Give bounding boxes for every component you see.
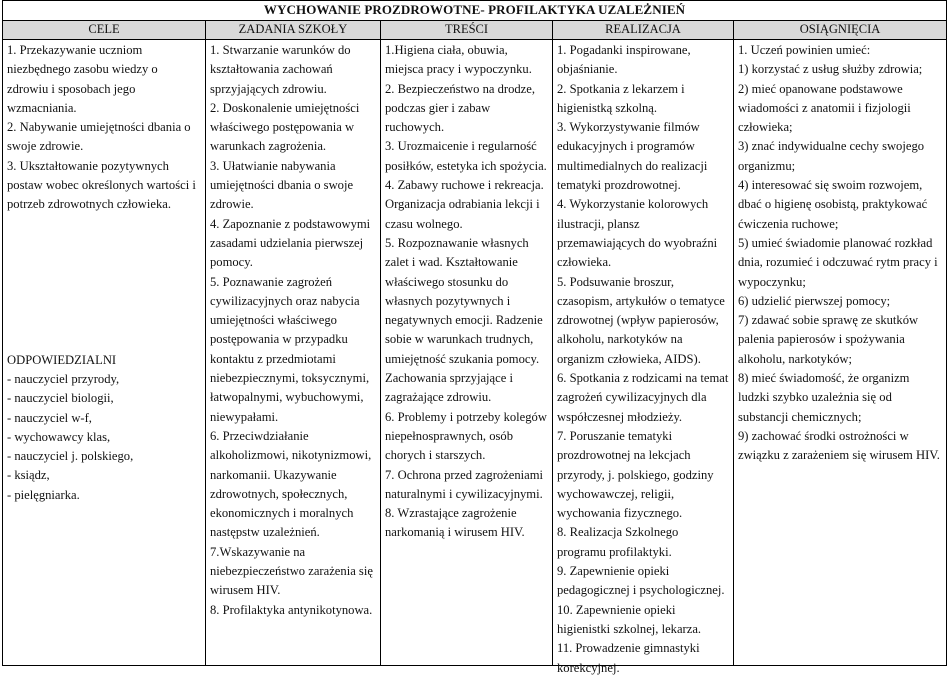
list-item: 3. Wykorzystywanie filmów edukacyjnych i programów multimedialnych do realizacji tematyki prozdrowotnej. xyxy=(557,120,708,193)
spacer xyxy=(7,215,201,351)
list-item: 9) zachować środki ostrożności w związku z zarażeniem się wirusem HIV. xyxy=(738,428,940,463)
list-item: 3. Ułatwianie nabywania umiejętności dbania o swoje zdrowie. xyxy=(210,158,354,212)
content-row xyxy=(3,40,947,666)
list-item: 9. Zapewnienie opieki pedagogicznej i psychologicznej. xyxy=(557,564,725,598)
list-item: 1.Higiena ciała, obuwia, miejsca pracy i wypoczynku. xyxy=(385,43,532,77)
list-item: 4. Zapoznanie z podstawowymi zasadami udzielania pierwszej pomocy. xyxy=(210,216,371,270)
table-title: WYCHOWANIE PROZDROWOTNE- PROFILAKTYKA UZALEŻNIEŃ xyxy=(3,1,947,21)
list-item: 2. Spotkania z lekarzem i higienistką szkolną. xyxy=(557,81,685,115)
responsible-item: - nauczyciel przyrody, xyxy=(7,371,120,386)
list-item: 7. Ochrona przed zagrożeniami naturalnymi i cywilizacyjnymi. xyxy=(385,467,544,501)
list-item: 4. Wykorzystanie kolorowych ilustracji, plansz przemawiających do wyobraźni człowieka. xyxy=(557,197,718,270)
list-item: 7. Poruszanie tematyki prozdrowotnej na lekcjach przyrody, j. polskiego, godziny wychowawczej, religii, wychowania fizycznego. xyxy=(557,428,714,521)
list-item: 2. Bezpieczeństwo na drodze, podczas gier i zabaw ruchowych. xyxy=(385,81,536,135)
list-item: 6. Spotkania z rodzicami na temat zagrożeń cywilizacyjnych dla współczesnej młodzieży. xyxy=(557,371,729,424)
list-item: 5. Rozpoznawanie własnych zalet i wad. Kształtowanie właściwego stosunku do własnych pozytywnych i negatywnych emocji. Radzenie sobie w warunkach trudnych, umiejętność szukania pomocy. Zachowania sprzyjające i zagrażające zdrowiu. xyxy=(385,235,543,405)
column-header-osiagniecia: OSIĄGNIĘCIA xyxy=(734,21,947,40)
column-header-realizacja: REALIZACJA xyxy=(553,21,734,40)
curriculum-table xyxy=(2,0,947,675)
list-item: 8. Wzrastające zagrożenie narkomanią i wirusem HIV. xyxy=(385,506,525,540)
list-item: 8. Realizacja Szkolnego programu profilaktyki. xyxy=(557,525,679,559)
list-item: 4) interesować się swoim rozwojem, dbać o higienę osobistą, praktykować ćwiczenia ruchowe; xyxy=(738,178,928,231)
zadania-cell xyxy=(206,40,381,666)
responsible-item: - ksiądz, xyxy=(7,468,50,483)
column-header-tresci: TREŚCI xyxy=(381,21,553,40)
list-item: 6. Przeciwdziałanie alkoholizmowi, nikotynizmowi, narkomanii. Ukazywanie zdrowotnych, społecznych, ekonomicznych i moralnych następstw uzależnień. xyxy=(210,428,372,540)
list-item: 10. Zapewnienie opieki higienistki szkolnej, lekarza. xyxy=(557,602,702,636)
list-item: 6. Problemy i potrzeby kolegów niepełnosprawnych, osób chorych i starszych. xyxy=(385,409,547,463)
responsible-heading: ODPOWIEDZIALNI xyxy=(7,352,117,367)
list-item: 2. Doskonalenie umiejętności właściwego postępowania w warunkach zagrożenia. xyxy=(210,100,360,154)
title-row xyxy=(3,1,947,21)
list-item: 1) korzystać z usług służby zdrowia; xyxy=(738,62,923,77)
list-item: 1. Przekazywanie uczniom niezbędnego zasobu wiedzy o zdrowiu i sposobach jego wzmacniania. xyxy=(7,43,158,115)
tresci-cell xyxy=(381,40,553,666)
document-page xyxy=(2,0,946,675)
responsible-item: - nauczyciel j. polskiego, xyxy=(7,449,134,464)
list-item: 7.Wskazywanie na niebezpieczeństwo zarażenia się wirusem HIV. xyxy=(210,544,373,598)
column-header-zadania: ZADANIA SZKOŁY xyxy=(206,21,381,40)
header-row xyxy=(3,21,947,40)
list-item: 5. Podsuwanie broszur, czasopism, artykułów o tematyce zdrowotnej (wpływ papierosów, alkoholu, narkotyków na organizm człowieka, AIDS). xyxy=(557,274,725,366)
list-item: 1. Stwarzanie warunków do kształtowania zachowań sprzyjających zdrowiu. xyxy=(210,43,351,96)
list-item: 3. Ukształtowanie pozytywnych postaw wobec określonych wartości i potrzeb zdrowotnych człowieka. xyxy=(7,158,196,212)
responsible-item: - nauczyciel w-f, xyxy=(7,410,92,425)
osiagniecia-cell xyxy=(734,40,947,666)
responsible-item: - pielęgniarka. xyxy=(7,487,80,502)
list-item: 3. Urozmaicenie i regularność posiłków, estetyka ich spożycia. xyxy=(385,139,547,173)
responsible-item: - wychowawcy klas, xyxy=(7,429,111,444)
list-item: 5) umieć świadomie planować rozkład dnia, rozumieć i odczuwać rytm pracy i wypoczynku; xyxy=(738,235,938,289)
cele-cell xyxy=(3,40,206,666)
list-item: 2. Nabywanie umiejętności dbania o swoje zdrowie. xyxy=(7,120,191,154)
list-item: 2) mieć opanowane podstawowe wiadomości z anatomii i fizjologii człowieka; xyxy=(738,81,911,135)
list-item: 7) zdawać sobie sprawę ze skutków palenia papierosów i spożywania alkoholu, narkotyków; xyxy=(738,313,919,366)
list-item: 3) znać indywidualne cechy swojego organizmu; xyxy=(738,139,925,173)
list-item: 1. Pogadanki inspirowane, objaśnianie. xyxy=(557,43,691,77)
list-item: 8) mieć świadomość, że organizm ludzki szybko uzależnia się od substancji chemicznych; xyxy=(738,371,910,424)
list-item: 6) udzielić pierwszej pomocy; xyxy=(738,293,891,308)
list-item: 8. Profilaktyka antynikotynowa. xyxy=(210,602,373,617)
realizacja-cell xyxy=(553,40,734,675)
responsible-item: - nauczyciel biologii, xyxy=(7,391,114,406)
list-item: 11. Prowadzenie gimnastyki korekcyjnej. xyxy=(557,641,700,675)
list-item: 5. Poznawanie zagrożeń cywilizacyjnych oraz nabycia umiejętności właściwego postępowania w przypadku kontaktu z przedmiotami niebezpiecznymi, toksycznymi, łatwopalnymi, wybuchowymi, niewypałami. xyxy=(210,274,370,424)
list-item: 4. Zabawy ruchowe i rekreacja. Organizacja odrabiania lekcji i czasu wolnego. xyxy=(385,178,544,231)
column-header-cele: CELE xyxy=(3,21,206,40)
list-item: 1. Uczeń powinien umieć: xyxy=(738,43,871,57)
